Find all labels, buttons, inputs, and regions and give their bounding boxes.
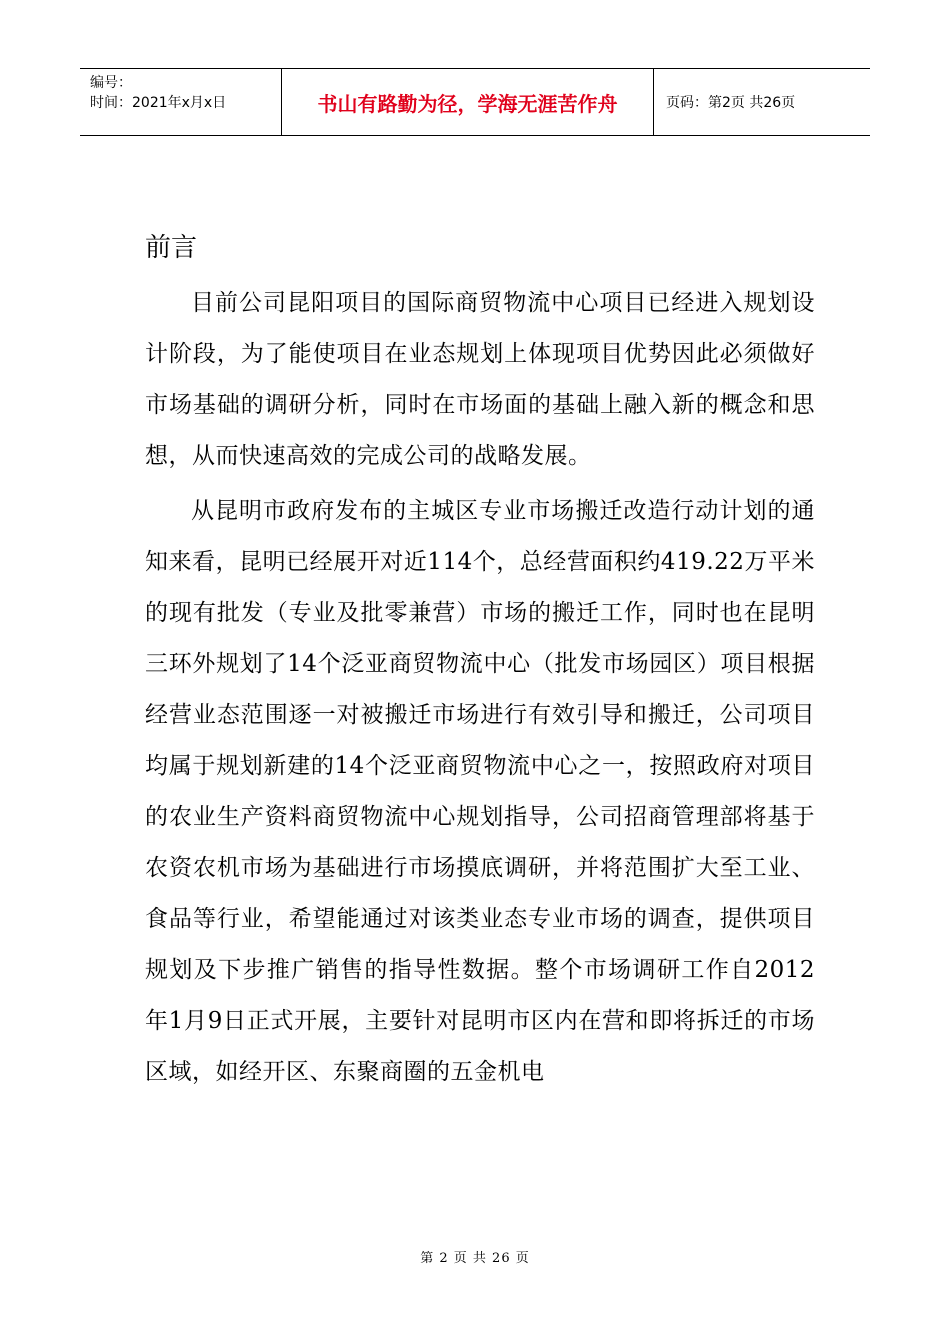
- header-table: [80, 68, 870, 136]
- document-time-label: 时间：2021年x月x日: [90, 95, 227, 111]
- document-body: [145, 228, 815, 1102]
- header-page-code: 页码：第2页 共26页: [666, 95, 796, 111]
- section-title: 前言: [145, 233, 198, 263]
- document-number-label: 编号：: [90, 75, 132, 91]
- header-motto-cell: [282, 69, 654, 135]
- header-info-cell: [80, 69, 282, 135]
- page-footer: 第 2 页 共 26 页: [420, 1251, 530, 1266]
- paragraph: 目前公司昆阳项目的国际商贸物流中心项目已经进入规划设计阶段，为了能使项目在业态规划上体现项目优势因此必须做好市场基础的调研分析，同时在市场面的基础上融入新的概念和思想，从而快速高效的完成公司的战略发展。: [145, 290, 815, 469]
- paragraph: 从昆明市政府发布的主城区专业市场搬迁改造行动计划的通知来看，昆明已经展开对近114个，总经营面积约419.22万平米的现有批发（专业及批零兼营）市场的搬迁工作，同时也在昆明三环外规划了14个泛亚商贸物流中心（批发市场园区）项目根据经营业态范围逐一对被搬迁市场进行有效引导和搬迁，公司项目均属于规划新建的14个泛亚商贸物流中心之一，按照政府对项目的农业生产资料商贸物流中心规划指导，公司招商管理部将基于农资农机市场为基础进行市场摸底调研，并将范围扩大至工业、食品等行业，希望能通过对该类业态专业市场的调查，提供项目规划及下步推广销售的指导性数据。整个市场调研工作自2012年1月9日正式开展，主要针对昆明市区内在营和即将拆迁的市场区域，如经开区、东聚商圈的五金机电: [145, 498, 815, 1085]
- header-page-cell: [654, 69, 870, 135]
- header-motto: 书山有路勤为径，学海无涯苦作舟: [317, 91, 618, 116]
